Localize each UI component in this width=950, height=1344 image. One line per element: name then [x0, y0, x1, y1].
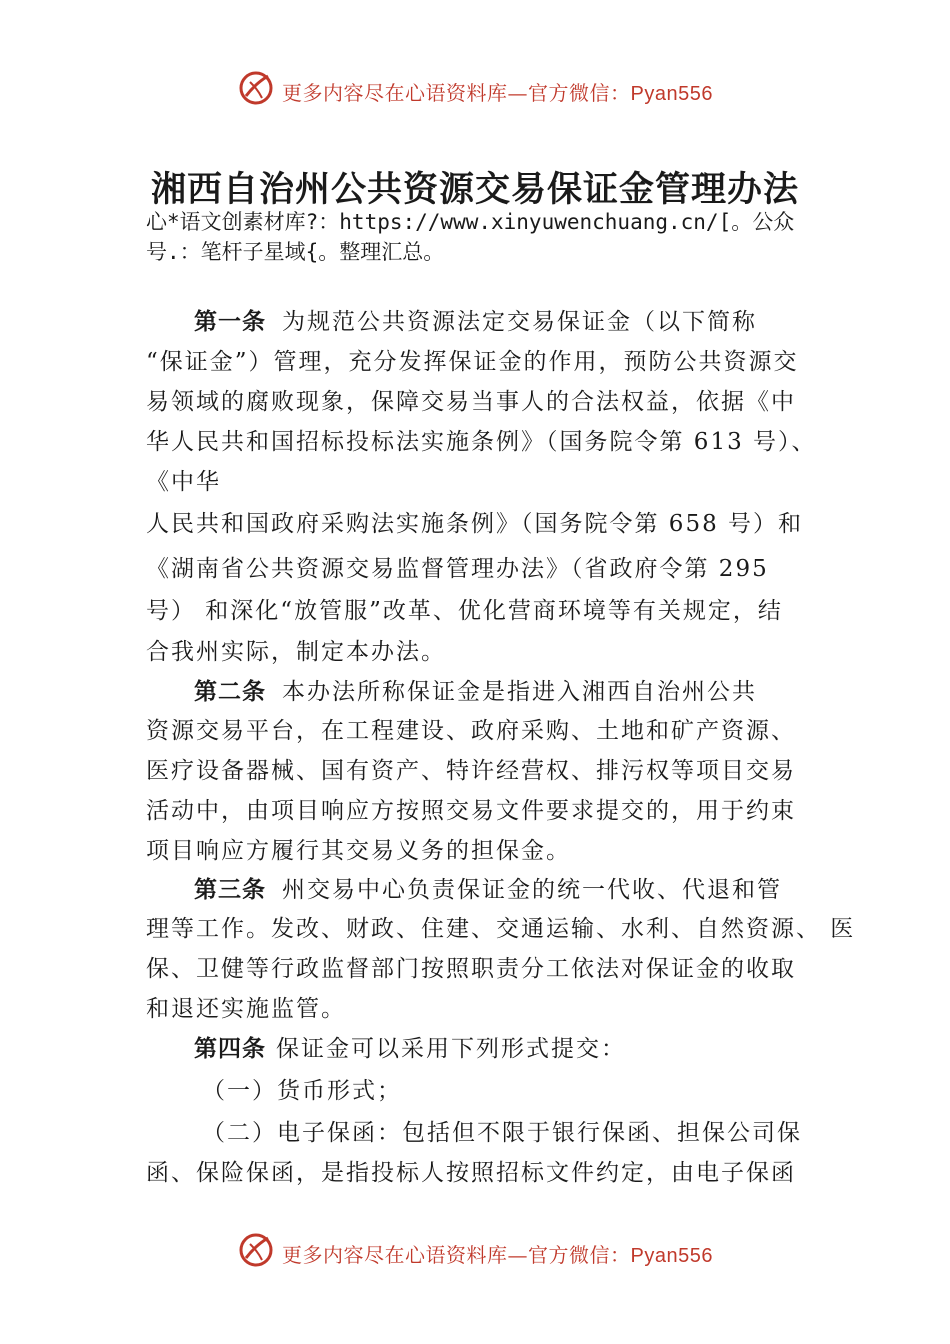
- paragraph-line: 理等工作。发改、财政、住建、交通运输、水利、自然资源、 医: [146, 916, 856, 942]
- article-2-first-line: 第二条 本办法所称保证金是指进入湘西自治州公共: [194, 678, 757, 705]
- banner-text: 更多内容尽在心语资料库—官方微信：Pyan556: [282, 81, 713, 105]
- paragraph-line: 活动中，由项目响应方按照交易文件要求提交的，用于约束: [146, 798, 796, 824]
- paragraph-line: 华人民共和国招标投标法实施条例》（国务院令第 613 号）、: [146, 429, 817, 455]
- paragraph-line: 《湖南省公共资源交易监督管理办法》（省政府令第 295: [146, 556, 769, 582]
- banner-text: 更多内容尽在心语资料库—官方微信：Pyan556: [282, 1243, 713, 1267]
- article-2-heading: 第二条: [194, 678, 266, 704]
- watermark-line-2: 号.：笔杆子星域{。整理汇总。: [146, 240, 445, 264]
- paragraph-line: 易领域的腐败现象，保障交易当事人的合法权益，依据《中: [146, 389, 796, 415]
- paragraph-line: 医疗设备器械、国有资产、特许经营权、排污权等项目交易: [146, 758, 796, 784]
- paragraph-line: 号） 和深化“放管服”改革、优化营商环境等有关规定，结: [146, 598, 783, 624]
- paragraph-line: 资源交易平台，在工程建设、政府采购、土地和矿产资源、: [146, 718, 796, 744]
- source-watermark: [146, 207, 846, 267]
- logo-icon: [238, 70, 274, 106]
- watermark-line-1: 心*语文创素材库?：https://www.xinyuwenchuang.cn/[。公众: [146, 210, 795, 234]
- footer-banner: [0, 1232, 950, 1272]
- article-4-first-line: 第四条 保证金可以采用下列形式提交：: [194, 1035, 626, 1062]
- article-1-heading: 第一条: [194, 308, 266, 334]
- article-3-first-line: 第三条 州交易中心负责保证金的统一代收、代退和管: [194, 876, 782, 903]
- paragraph-line: 合我州实际，制定本办法。: [146, 639, 446, 665]
- article-1-first-line: 第一条 为规范公共资源法定交易保证金（以下简称: [194, 308, 757, 335]
- paragraph-line: 人民共和国政府采购法实施条例》（国务院令第 658 号）和: [146, 511, 804, 537]
- header-banner: [0, 70, 950, 110]
- paragraph-line: 项目响应方履行其交易义务的担保金。: [146, 838, 571, 864]
- article-3-heading: 第三条: [194, 876, 266, 902]
- paragraph-line: 和退还实施监管。: [146, 996, 346, 1022]
- list-item: （二）电子保函：包括但不限于银行保函、担保公司保: [202, 1120, 802, 1146]
- document-title: 湘西自治州公共资源交易保证金管理办法: [150, 169, 799, 210]
- article-4-heading: 第四条: [194, 1035, 266, 1061]
- list-item: （一）货币形式；: [202, 1078, 402, 1104]
- paragraph-line: 函、保险保函，是指投标人按照招标文件约定，由电子保函: [146, 1160, 796, 1186]
- logo-icon: [238, 1232, 274, 1268]
- paragraph-line: 保、卫健等行政监督部门按照职责分工依法对保证金的收取: [146, 956, 796, 982]
- paragraph-line: “保证金”）管理，充分发挥保证金的作用，预防公共资源交: [146, 349, 799, 375]
- paragraph-line: 《中华: [146, 469, 221, 495]
